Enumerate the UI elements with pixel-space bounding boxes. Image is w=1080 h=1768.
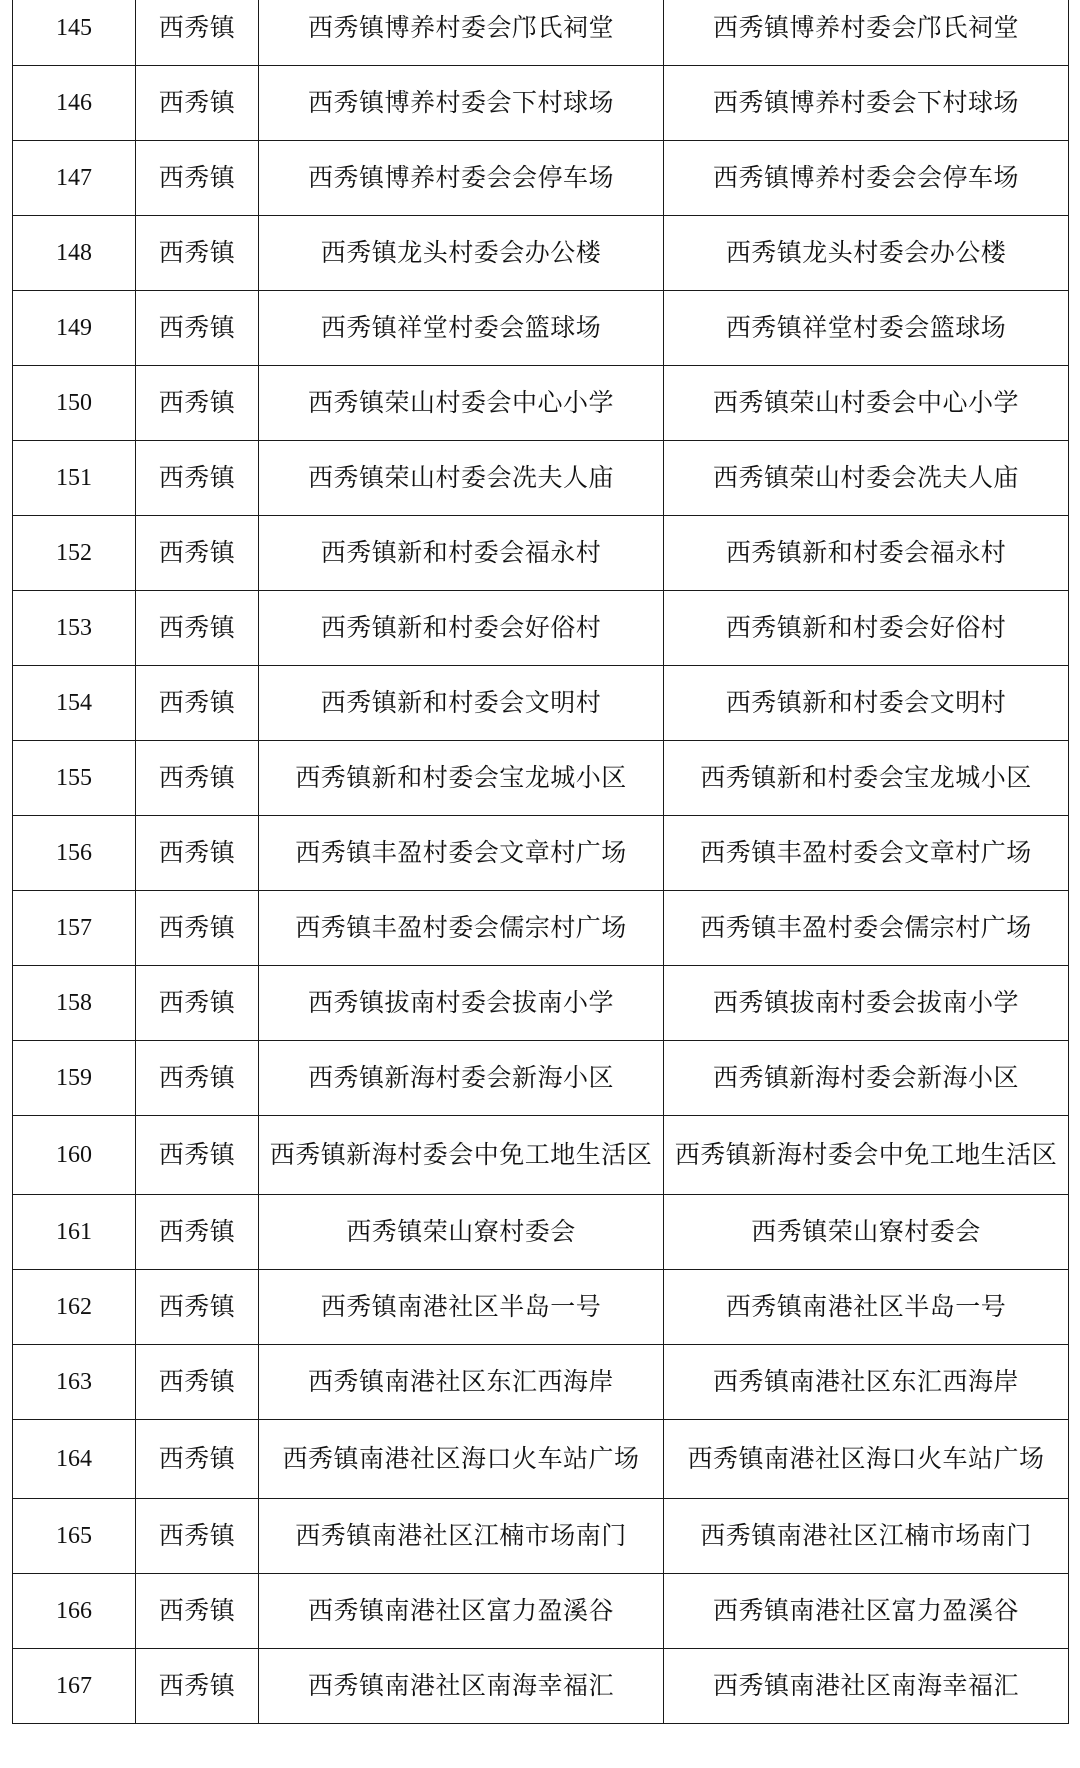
cell-number: 155 xyxy=(13,741,136,816)
cell-site: 西秀镇博养村委会会停车场 xyxy=(664,141,1069,216)
cell-town: 西秀镇 xyxy=(136,1649,259,1724)
cell-site: 西秀镇荣山寮村委会 xyxy=(664,1195,1069,1270)
cell-number: 152 xyxy=(13,516,136,591)
table-row xyxy=(13,216,1069,291)
cell-site: 西秀镇新和村委会好俗村 xyxy=(664,591,1069,666)
cell-place: 西秀镇荣山村委会冼夫人庙 xyxy=(259,441,664,516)
cell-site: 西秀镇祥堂村委会篮球场 xyxy=(664,291,1069,366)
cell-town: 西秀镇 xyxy=(136,666,259,741)
cell-number: 146 xyxy=(13,66,136,141)
table-row xyxy=(13,141,1069,216)
cell-number: 167 xyxy=(13,1649,136,1724)
cell-number: 154 xyxy=(13,666,136,741)
cell-site: 西秀镇新海村委会新海小区 xyxy=(664,1041,1069,1116)
cell-town: 西秀镇 xyxy=(136,816,259,891)
cell-number: 159 xyxy=(13,1041,136,1116)
table-row xyxy=(13,1420,1069,1499)
cell-site: 西秀镇丰盈村委会儒宗村广场 xyxy=(664,891,1069,966)
cell-town: 西秀镇 xyxy=(136,0,259,66)
cell-site: 西秀镇新和村委会宝龙城小区 xyxy=(664,741,1069,816)
table-row xyxy=(13,1649,1069,1724)
sampling-sites-table xyxy=(12,0,1069,1724)
cell-site: 西秀镇丰盈村委会文章村广场 xyxy=(664,816,1069,891)
cell-town: 西秀镇 xyxy=(136,1270,259,1345)
cell-place: 西秀镇祥堂村委会篮球场 xyxy=(259,291,664,366)
table-body xyxy=(13,0,1069,1724)
cell-number: 148 xyxy=(13,216,136,291)
table-row xyxy=(13,441,1069,516)
table-row xyxy=(13,1270,1069,1345)
cell-town: 西秀镇 xyxy=(136,1345,259,1420)
cell-place: 西秀镇拔南村委会拔南小学 xyxy=(259,966,664,1041)
cell-place: 西秀镇南港社区富力盈溪谷 xyxy=(259,1574,664,1649)
cell-place: 西秀镇新和村委会好俗村 xyxy=(259,591,664,666)
cell-place: 西秀镇新海村委会新海小区 xyxy=(259,1041,664,1116)
cell-number: 161 xyxy=(13,1195,136,1270)
cell-place: 西秀镇南港社区东汇西海岸 xyxy=(259,1345,664,1420)
cell-place: 西秀镇新海村委会中免工地生活区 xyxy=(259,1116,664,1195)
cell-site: 西秀镇荣山村委会冼夫人庙 xyxy=(664,441,1069,516)
table-row xyxy=(13,291,1069,366)
table-row xyxy=(13,741,1069,816)
cell-site: 西秀镇南港社区半岛一号 xyxy=(664,1270,1069,1345)
cell-town: 西秀镇 xyxy=(136,66,259,141)
cell-place: 西秀镇博养村委会下村球场 xyxy=(259,66,664,141)
cell-number: 145 xyxy=(13,0,136,66)
table-row xyxy=(13,1041,1069,1116)
table-row xyxy=(13,1345,1069,1420)
cell-number: 149 xyxy=(13,291,136,366)
cell-number: 162 xyxy=(13,1270,136,1345)
cell-town: 西秀镇 xyxy=(136,1116,259,1195)
table-row xyxy=(13,1574,1069,1649)
cell-town: 西秀镇 xyxy=(136,1195,259,1270)
table-row xyxy=(13,891,1069,966)
table-row xyxy=(13,816,1069,891)
cell-place: 西秀镇荣山村委会中心小学 xyxy=(259,366,664,441)
cell-site: 西秀镇博养村委会下村球场 xyxy=(664,66,1069,141)
table-row xyxy=(13,666,1069,741)
cell-number: 160 xyxy=(13,1116,136,1195)
cell-town: 西秀镇 xyxy=(136,366,259,441)
table-row xyxy=(13,966,1069,1041)
cell-number: 151 xyxy=(13,441,136,516)
table-row xyxy=(13,66,1069,141)
cell-site: 西秀镇荣山村委会中心小学 xyxy=(664,366,1069,441)
cell-site: 西秀镇南港社区富力盈溪谷 xyxy=(664,1574,1069,1649)
cell-town: 西秀镇 xyxy=(136,591,259,666)
table-row xyxy=(13,366,1069,441)
cell-town: 西秀镇 xyxy=(136,291,259,366)
cell-town: 西秀镇 xyxy=(136,441,259,516)
cell-place: 西秀镇南港社区江楠市场南门 xyxy=(259,1499,664,1574)
cell-place: 西秀镇新和村委会福永村 xyxy=(259,516,664,591)
table-row xyxy=(13,1499,1069,1574)
table-row xyxy=(13,1116,1069,1195)
cell-site: 西秀镇龙头村委会办公楼 xyxy=(664,216,1069,291)
cell-site: 西秀镇南港社区东汇西海岸 xyxy=(664,1345,1069,1420)
cell-number: 165 xyxy=(13,1499,136,1574)
cell-site: 西秀镇新海村委会中免工地生活区 xyxy=(664,1116,1069,1195)
cell-number: 147 xyxy=(13,141,136,216)
cell-number: 158 xyxy=(13,966,136,1041)
cell-number: 150 xyxy=(13,366,136,441)
cell-number: 156 xyxy=(13,816,136,891)
cell-place: 西秀镇南港社区南海幸福汇 xyxy=(259,1649,664,1724)
cell-town: 西秀镇 xyxy=(136,1574,259,1649)
table-row xyxy=(13,591,1069,666)
cell-number: 166 xyxy=(13,1574,136,1649)
cell-town: 西秀镇 xyxy=(136,1420,259,1499)
table-row xyxy=(13,516,1069,591)
cell-number: 164 xyxy=(13,1420,136,1499)
cell-town: 西秀镇 xyxy=(136,141,259,216)
cell-town: 西秀镇 xyxy=(136,891,259,966)
cell-place: 西秀镇新和村委会文明村 xyxy=(259,666,664,741)
cell-site: 西秀镇新和村委会文明村 xyxy=(664,666,1069,741)
cell-number: 157 xyxy=(13,891,136,966)
cell-place: 西秀镇丰盈村委会文章村广场 xyxy=(259,816,664,891)
cell-place: 西秀镇丰盈村委会儒宗村广场 xyxy=(259,891,664,966)
cell-place: 西秀镇南港社区半岛一号 xyxy=(259,1270,664,1345)
table-row xyxy=(13,1195,1069,1270)
cell-place: 西秀镇荣山寮村委会 xyxy=(259,1195,664,1270)
cell-site: 西秀镇博养村委会邝氏祠堂 xyxy=(664,0,1069,66)
cell-site: 西秀镇南港社区海口火车站广场 xyxy=(664,1420,1069,1499)
cell-place: 西秀镇南港社区海口火车站广场 xyxy=(259,1420,664,1499)
cell-place: 西秀镇龙头村委会办公楼 xyxy=(259,216,664,291)
cell-town: 西秀镇 xyxy=(136,1041,259,1116)
table-row xyxy=(13,0,1069,66)
cell-site: 西秀镇新和村委会福永村 xyxy=(664,516,1069,591)
cell-number: 163 xyxy=(13,1345,136,1420)
cell-number: 153 xyxy=(13,591,136,666)
cell-town: 西秀镇 xyxy=(136,216,259,291)
cell-place: 西秀镇新和村委会宝龙城小区 xyxy=(259,741,664,816)
cell-site: 西秀镇拔南村委会拔南小学 xyxy=(664,966,1069,1041)
cell-town: 西秀镇 xyxy=(136,741,259,816)
cell-site: 西秀镇南港社区南海幸福汇 xyxy=(664,1649,1069,1724)
cell-site: 西秀镇南港社区江楠市场南门 xyxy=(664,1499,1069,1574)
cell-town: 西秀镇 xyxy=(136,966,259,1041)
cell-town: 西秀镇 xyxy=(136,1499,259,1574)
cell-town: 西秀镇 xyxy=(136,516,259,591)
cell-place: 西秀镇博养村委会会停车场 xyxy=(259,141,664,216)
cell-place: 西秀镇博养村委会邝氏祠堂 xyxy=(259,0,664,66)
